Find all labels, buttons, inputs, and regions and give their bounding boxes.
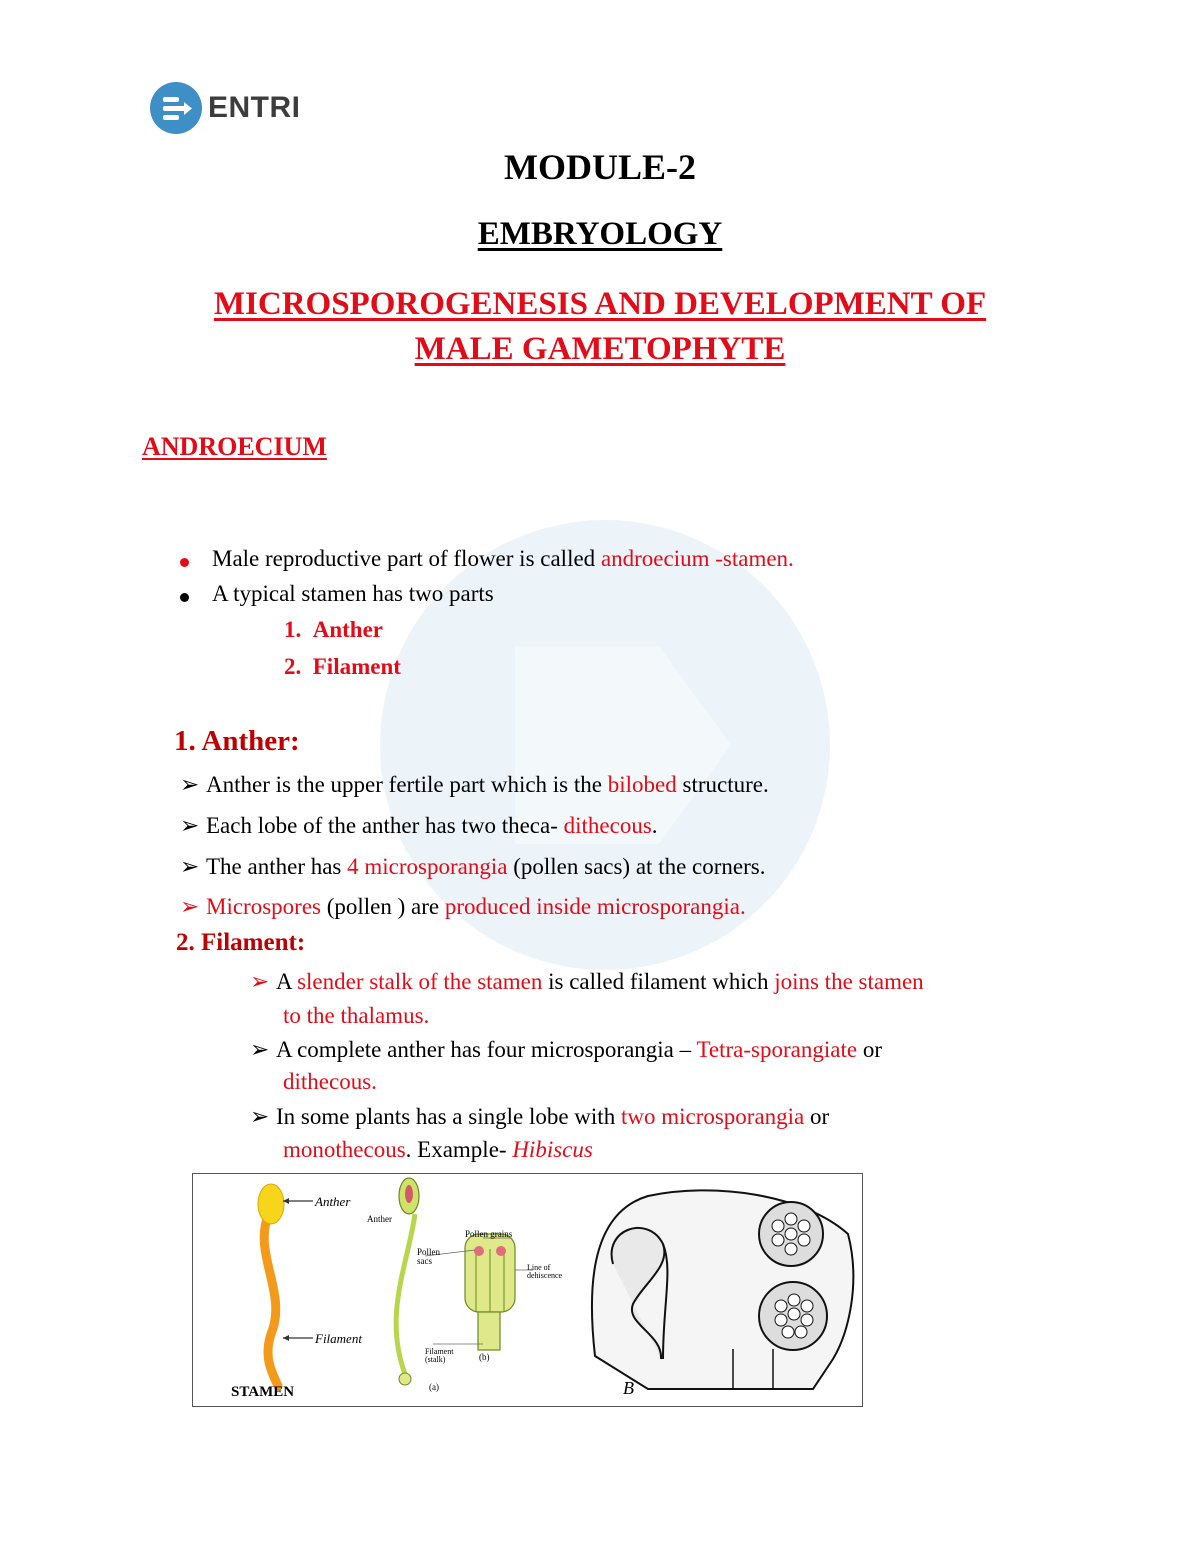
anther-point-3: ➢ The anther has 4 microsporangia (pollen sacs) at the corners. [180,854,766,879]
fig-b-filament: Filament (stalk) [425,1347,454,1364]
fig-b-b: (b) [479,1352,490,1362]
arrow-icon: ➢ [180,894,200,919]
filament-point-1: ➢ A slender stalk of the stamen is called filament which joins the stamen [250,969,924,994]
fig-b-a: (a) [429,1382,439,1392]
filament-point-2-cont: dithecous. [283,1069,377,1094]
stamen-illustration [193,1174,862,1406]
brand-name: ENTRI [208,91,301,124]
fig-b-pollen-grains: Pollen grains [465,1229,513,1239]
fig-b-dehiscence: Line of dehiscence [527,1263,563,1280]
list-item-filament: 2. Filament [284,654,401,679]
fig-b-pollen-sacs: Pollen sacs [417,1247,441,1266]
filament-point-2: ➢ A complete anther has four microsporangia – Tetra-sporangiate or [250,1037,882,1062]
anther-point-2: ➢ Each lobe of the anther has two theca- dithecous. [180,813,658,838]
anther-point-1: ➢ Anther is the upper fertile part which is the bilobed structure. [180,772,769,797]
arrow-icon: ➢ [180,772,200,797]
bullet-dot-black [180,593,189,602]
stamen-figure [192,1173,863,1407]
arrow-icon: ➢ [250,1037,270,1062]
filament-point-3-cont: monothecous. Example- Hibiscus [283,1137,593,1162]
brand-logo [150,82,301,134]
module-title: MODULE-2 [504,147,696,187]
fig-c-label: B [623,1378,634,1398]
list-item-anther: 1. Anther [284,617,384,642]
anther-heading: 1. Anther: [174,725,300,757]
subject-title: EMBRYOLOGY [477,216,723,252]
bullet-dot-red [180,558,189,567]
arrow-icon: ➢ [180,854,200,879]
fig-b-anther: Anther [367,1214,392,1224]
filament-point-1-cont: to the thalamus. [283,1003,430,1028]
fig-caption-stamen: STAMEN [231,1384,295,1400]
section-title: ANDROECIUM [142,432,327,461]
topic-title-line1: MICROSPOROGENESIS AND DEVELOPMENT OF [213,286,987,322]
entri-logo-icon [150,82,202,134]
fig-label-anther: Anther [315,1194,351,1209]
arrow-icon: ➢ [250,969,270,994]
filament-point-3: ➢ In some plants has a single lobe with two microsporangia or [250,1104,830,1129]
arrow-icon: ➢ [180,813,200,838]
arrow-icon: ➢ [250,1104,270,1129]
bullet-2: A typical stamen has two parts [212,581,494,606]
anther-point-4: ➢ Microspores (pollen ) are produced inside microsporangia. [180,894,746,919]
bullet-1: Male reproductive part of flower is called androecium -stamen. [212,546,794,571]
fig-label-filament: Filament [315,1331,362,1346]
topic-title-line2: MALE GAMETOPHYTE [414,331,786,367]
topic-title [0,282,1200,372]
filament-heading: 2. Filament: [176,929,306,956]
